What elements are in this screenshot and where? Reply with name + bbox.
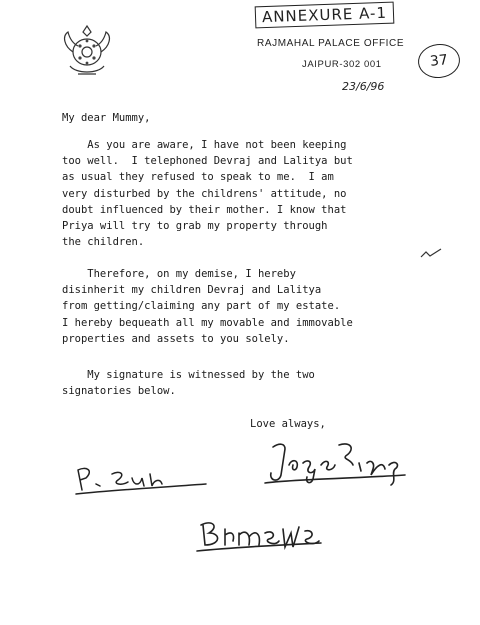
paragraph-line: signatories below.	[62, 385, 176, 398]
annexure-stamp: ANNEXURE A-1	[255, 2, 395, 29]
paragraph-line: doubt influenced by their mother. I know that	[62, 203, 347, 216]
paragraph-2	[62, 266, 422, 347]
paragraph-line: as usual they refused to speak to me. I am	[62, 171, 334, 184]
paragraph-line: As you are aware, I have not been keeping	[62, 139, 347, 151]
paragraph-1	[62, 137, 422, 250]
letterhead-office: RAJMAHAL PALACE OFFICE	[257, 38, 405, 49]
paragraph-line: from getting/claiming any part of my estate.	[62, 300, 341, 313]
letterhead-pin: JAIPUR-302 001	[302, 59, 382, 70]
paragraph-line: Therefore, on my demise, I hereby	[62, 268, 296, 280]
main-signature-icon	[255, 435, 415, 493]
paragraph-line: properties and assets to you solely.	[62, 332, 290, 345]
royal-crest-icon	[58, 22, 116, 84]
page-number-badge: 37	[416, 42, 461, 80]
paragraph-line: too well. I telephoned Devraj and Lalitya but	[62, 155, 353, 168]
salutation: My dear Mummy,	[62, 112, 151, 124]
witness-signature-2-icon	[195, 515, 325, 560]
witness-signature-1-icon	[72, 460, 212, 500]
letter-date: 23/6/96	[342, 80, 385, 93]
paragraph-line: very disturbed by the childrens' attitude, no	[62, 187, 347, 200]
margin-mark-icon	[420, 248, 442, 260]
closing-line: Love always,	[250, 418, 326, 430]
paragraph-line: disinherit my children Devraj and Lalitya	[62, 284, 322, 297]
paragraph-3	[62, 367, 422, 399]
paragraph-line: Priya will try to grab my property through	[62, 220, 328, 233]
paragraph-line: the children.	[62, 236, 145, 249]
paragraph-line: My signature is witnessed by the two	[62, 369, 315, 381]
paragraph-line: I hereby bequeath all my movable and immovable	[62, 316, 353, 329]
